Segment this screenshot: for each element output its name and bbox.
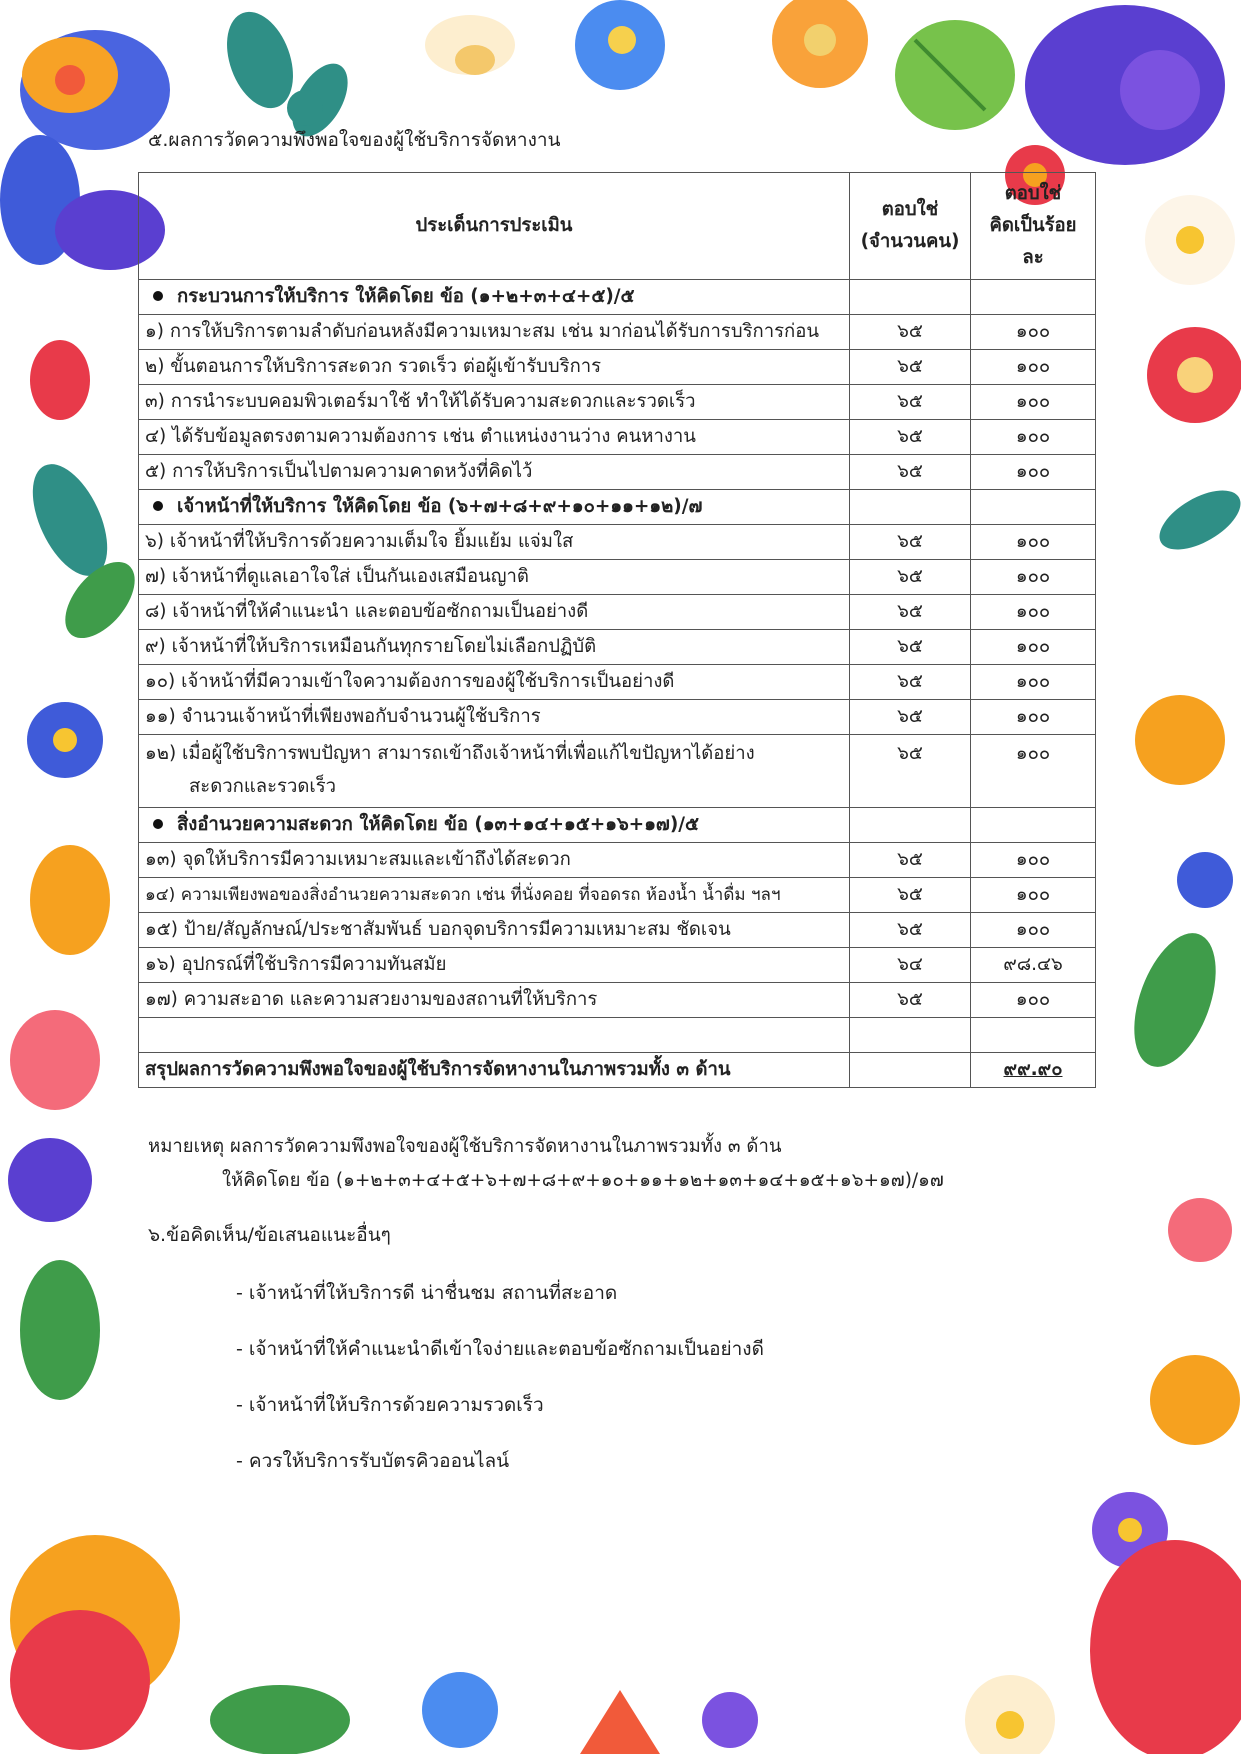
table-row [139,315,1096,350]
bullet-icon [153,291,163,301]
table-row [139,948,1096,983]
item-percent: ๑๐๐ [971,560,1096,595]
header-percent [971,173,1096,280]
item-label: ๑๖) อุปกรณ์ที่ใช้บริการมีความทันสมัย [139,948,850,983]
item-percent: ๑๐๐ [971,665,1096,700]
item-percent: ๑๐๐ [971,735,1096,808]
header-pct-line3: ละ [1022,247,1044,268]
item-label: ๑๐) เจ้าหน้าที่มีความเข้าใจความต้องการของผู้ใช้บริการเป็นอย่างดี [139,665,850,700]
item-percent: ๑๐๐ [971,455,1096,490]
section-title: กระบวนการให้บริการ ให้คิดโดย ข้อ (๑+๒+๓+๔+๕)/๕ [177,286,635,307]
bullet-icon [153,501,163,511]
item-label: ๗) เจ้าหน้าที่ดูแลเอาใจใส่ เป็นกันเองเสมือนญาติ [139,560,850,595]
item-percent: ๙๘.๔๖ [971,948,1096,983]
item-count: ๖๕ [850,560,971,595]
item-count: ๖๕ [850,595,971,630]
evaluation-table [138,172,1096,1088]
table-row [139,350,1096,385]
item-label: ๑๕) ป้าย/สัญลักษณ์/ประชาสัมพันธ์ บอกจุดบริการมีความเหมาะสม ชัดเจน [139,913,850,948]
item-count: ๖๕ [850,420,971,455]
item-label-line1: ๑๒) เมื่อผู้ใช้บริการพบปัญหา สามารถเข้าถึงเจ้าหน้าที่เพื่อแก้ไขปัญหาได้อย่าง [145,743,755,764]
table-row [139,983,1096,1018]
table-row [139,843,1096,878]
comment-item: - เจ้าหน้าที่ให้คำแนะนำดีเข้าใจง่ายและตอบข้อซักถามเป็นอย่างดี [236,1338,764,1360]
item-label: ๔) ได้รับข้อมูลตรงตามความต้องการ เช่น ตำแหน่งงานว่าง คนหางาน [139,420,850,455]
item-percent: ๑๐๐ [971,630,1096,665]
table-row [139,420,1096,455]
item-label: ๑) การให้บริการตามลำดับก่อนหลังมีความเหมาะสม เช่น มาก่อนได้รับการบริการก่อน [139,315,850,350]
item-count: ๖๕ [850,665,971,700]
table-row [139,735,1096,808]
item-percent: ๑๐๐ [971,315,1096,350]
item-label: ๖) เจ้าหน้าที่ให้บริการด้วยความเต็มใจ ยิ้มแย้ม แจ่มใส [139,525,850,560]
summary-percent: ๙๙.๙๐ [1003,1059,1063,1080]
table-header-row [139,173,1096,280]
item-count: ๖๕ [850,385,971,420]
item-label: ๘) เจ้าหน้าที่ให้คำแนะนำ และตอบข้อซักถามเป็นอย่างดี [139,595,850,630]
section-row [139,280,1096,315]
item-label: ๓) การนำระบบคอมพิวเตอร์มาใช้ ทำให้ได้รับความสะดวกและรวดเร็ว [139,385,850,420]
comment-item: - ควรให้บริการรับบัตรคิวออนไลน์ [236,1450,510,1472]
item-label: ๕) การให้บริการเป็นไปตามความคาดหวังที่คิดไว้ [139,455,850,490]
item-count: ๖๕ [850,843,971,878]
item-percent: ๑๐๐ [971,700,1096,735]
item-count: ๖๕ [850,983,971,1018]
item-count: ๖๔ [850,948,971,983]
item-percent: ๑๐๐ [971,350,1096,385]
item-count: ๖๕ [850,878,971,913]
table-row [139,700,1096,735]
header-count-line2: (จำนวนคน) [860,231,960,252]
table-row [139,525,1096,560]
item-percent: ๑๐๐ [971,420,1096,455]
item-percent: ๑๐๐ [971,385,1096,420]
section-row [139,808,1096,843]
item-count: ๖๕ [850,315,971,350]
item-label-line2: สะดวกและรวดเร็ว [189,776,337,797]
table-row [139,913,1096,948]
section5-title: ๕.ผลการวัดความพึงพอใจของผู้ใช้บริการจัดหางาน [148,129,561,151]
item-count: ๖๕ [850,913,971,948]
note-line2: ให้คิดโดย ข้อ (๑+๒+๓+๔+๕+๖+๗+๘+๙+๑๐+๑๑+๑๒+๑๓+๑๔+๑๕+๑๖+๑๗)/๑๗ [222,1170,944,1191]
item-label: ๑๗) ความสะอาด และความสวยงามของสถานที่ให้บริการ [139,983,850,1018]
table-row [139,878,1096,913]
empty-row [139,1018,1096,1053]
item-percent: ๑๐๐ [971,843,1096,878]
item-label: ๑๑) จำนวนเจ้าหน้าที่เพียงพอกับจำนวนผู้ใช้บริการ [139,700,850,735]
note-line1: หมายเหตุ ผลการวัดความพึงพอใจของผู้ใช้บริการจัดหางานในภาพรวมทั้ง ๓ ด้าน [148,1136,782,1157]
item-label: ๑๓) จุดให้บริการมีความเหมาะสมและเข้าถึงได้สะดวก [139,843,850,878]
section-row [139,490,1096,525]
section6-title: ๖.ข้อคิดเห็น/ข้อเสนอแนะอื่นๆ [148,1224,391,1246]
item-percent: ๑๐๐ [971,525,1096,560]
header-pct-line1: ตอบใช่ [1004,183,1062,204]
item-count: ๖๕ [850,455,971,490]
comment-item: - เจ้าหน้าที่ให้บริการด้วยความรวดเร็ว [236,1394,544,1416]
summary-label: สรุปผลการวัดความพึงพอใจของผู้ใช้บริการจัดหางานในภาพรวมทั้ง ๓ ด้าน [139,1053,850,1088]
item-count: ๖๕ [850,350,971,385]
item-percent: ๑๐๐ [971,913,1096,948]
header-count-line1: ตอบใช่ [881,199,939,220]
item-count: ๖๕ [850,630,971,665]
table-row [139,595,1096,630]
table-row [139,630,1096,665]
header-pct-line2: คิดเป็นร้อย [989,215,1077,236]
item-count: ๖๕ [850,700,971,735]
item-percent: ๑๐๐ [971,878,1096,913]
item-label: ๙) เจ้าหน้าที่ให้บริการเหมือนกันทุกรายโดยไม่เลือกปฏิบัติ [139,630,850,665]
section-title: เจ้าหน้าที่ให้บริการ ให้คิดโดย ข้อ (๖+๗+๘+๙+๑๐+๑๑+๑๒)/๗ [177,496,703,517]
table-row [139,385,1096,420]
section-title: สิ่งอำนวยความสะดวก ให้คิดโดย ข้อ (๑๓+๑๔+๑๕+๑๖+๑๗)/๕ [177,814,700,835]
summary-row [139,1053,1096,1088]
item-label: ๒) ขั้นตอนการให้บริการสะดวก รวดเร็ว ต่อผู้เข้ารับบริการ [139,350,850,385]
bullet-icon [153,819,163,829]
item-label: ๑๔) ความเพียงพอของสิ่งอำนวยความสะดวก เช่น ที่นั่งคอย ที่จอดรถ ห้องน้ำ น้ำดื่ม ฯลฯ [139,878,850,913]
table-row [139,665,1096,700]
table-row [139,560,1096,595]
header-criteria: ประเด็นการประเมิน [139,173,850,280]
item-count: ๖๕ [850,735,971,808]
comment-item: - เจ้าหน้าที่ให้บริการดี น่าชื่นชม สถานที่สะอาด [236,1282,618,1304]
item-percent: ๑๐๐ [971,595,1096,630]
header-count [850,173,971,280]
item-count: ๖๕ [850,525,971,560]
item-percent: ๑๐๐ [971,983,1096,1018]
table-row [139,455,1096,490]
